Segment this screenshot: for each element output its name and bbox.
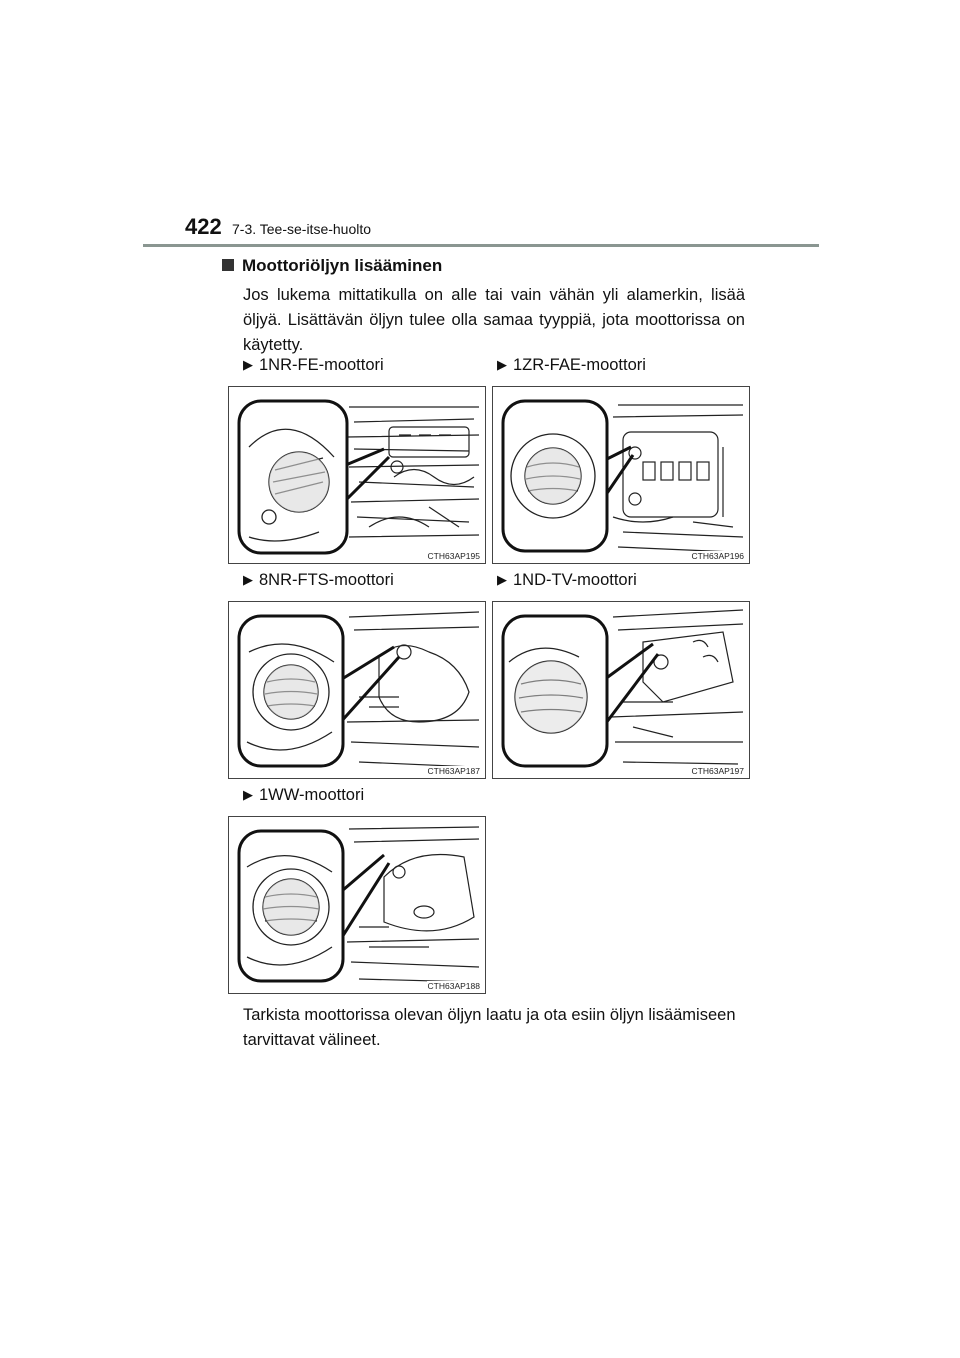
triangle-marker-icon: ▶ xyxy=(243,572,253,587)
figure-caption-text: 1NR-FE-moottori xyxy=(259,356,384,374)
square-bullet-icon xyxy=(222,259,234,271)
section-heading-text: Moottoriöljyn lisääminen xyxy=(242,256,443,275)
engine-illustration xyxy=(493,387,750,564)
page-number: 422 xyxy=(185,214,222,239)
figure-code: CTH63AP195 xyxy=(427,551,480,561)
chapter-title: 7-3. Tee-se-itse-huolto xyxy=(232,221,372,237)
section-heading xyxy=(222,256,442,276)
triangle-marker-icon: ▶ xyxy=(497,572,507,587)
figure-panel-2 xyxy=(492,386,750,564)
figure-caption-text: 1ZR-FAE-moottori xyxy=(513,356,646,374)
intro-paragraph: Jos lukema mittatikulla on alle tai vain vähän yli alamerkin, lisää öljyä. Lisättävän öljyn tulee olla samaa tyyppiä, jota moottorissa on käytetty. xyxy=(243,286,745,354)
figure-caption-text: 8NR-FTS-moottori xyxy=(259,571,394,589)
figure-panel-1 xyxy=(228,386,486,564)
figure-caption-3 xyxy=(243,571,394,590)
engine-illustration xyxy=(493,602,750,779)
triangle-marker-icon: ▶ xyxy=(243,787,253,802)
figure-caption-5 xyxy=(243,786,364,805)
header-rule xyxy=(143,244,819,247)
triangle-marker-icon: ▶ xyxy=(497,357,507,372)
figure-code: CTH63AP196 xyxy=(691,551,744,561)
engine-illustration xyxy=(229,602,486,779)
figure-caption-2 xyxy=(497,356,646,375)
figure-code: CTH63AP197 xyxy=(691,766,744,776)
figure-panel-5 xyxy=(228,816,486,994)
figure-panel-4 xyxy=(492,601,750,779)
outro-paragraph: Tarkista moottorissa olevan öljyn laatu ja ota esiin öljyn lisäämiseen tarvittavat välineet. xyxy=(243,1006,736,1049)
figure-code: CTH63AP187 xyxy=(427,766,480,776)
figure-panel-3 xyxy=(228,601,486,779)
figure-code: CTH63AP188 xyxy=(427,981,480,991)
figure-caption-text: 1WW-moottori xyxy=(259,786,365,804)
engine-illustration xyxy=(229,817,486,994)
figure-caption-1 xyxy=(243,356,384,375)
figure-caption-text: 1ND-TV-moottori xyxy=(513,571,637,589)
engine-illustration xyxy=(229,387,486,564)
figure-caption-4 xyxy=(497,571,637,590)
triangle-marker-icon: ▶ xyxy=(243,357,253,372)
